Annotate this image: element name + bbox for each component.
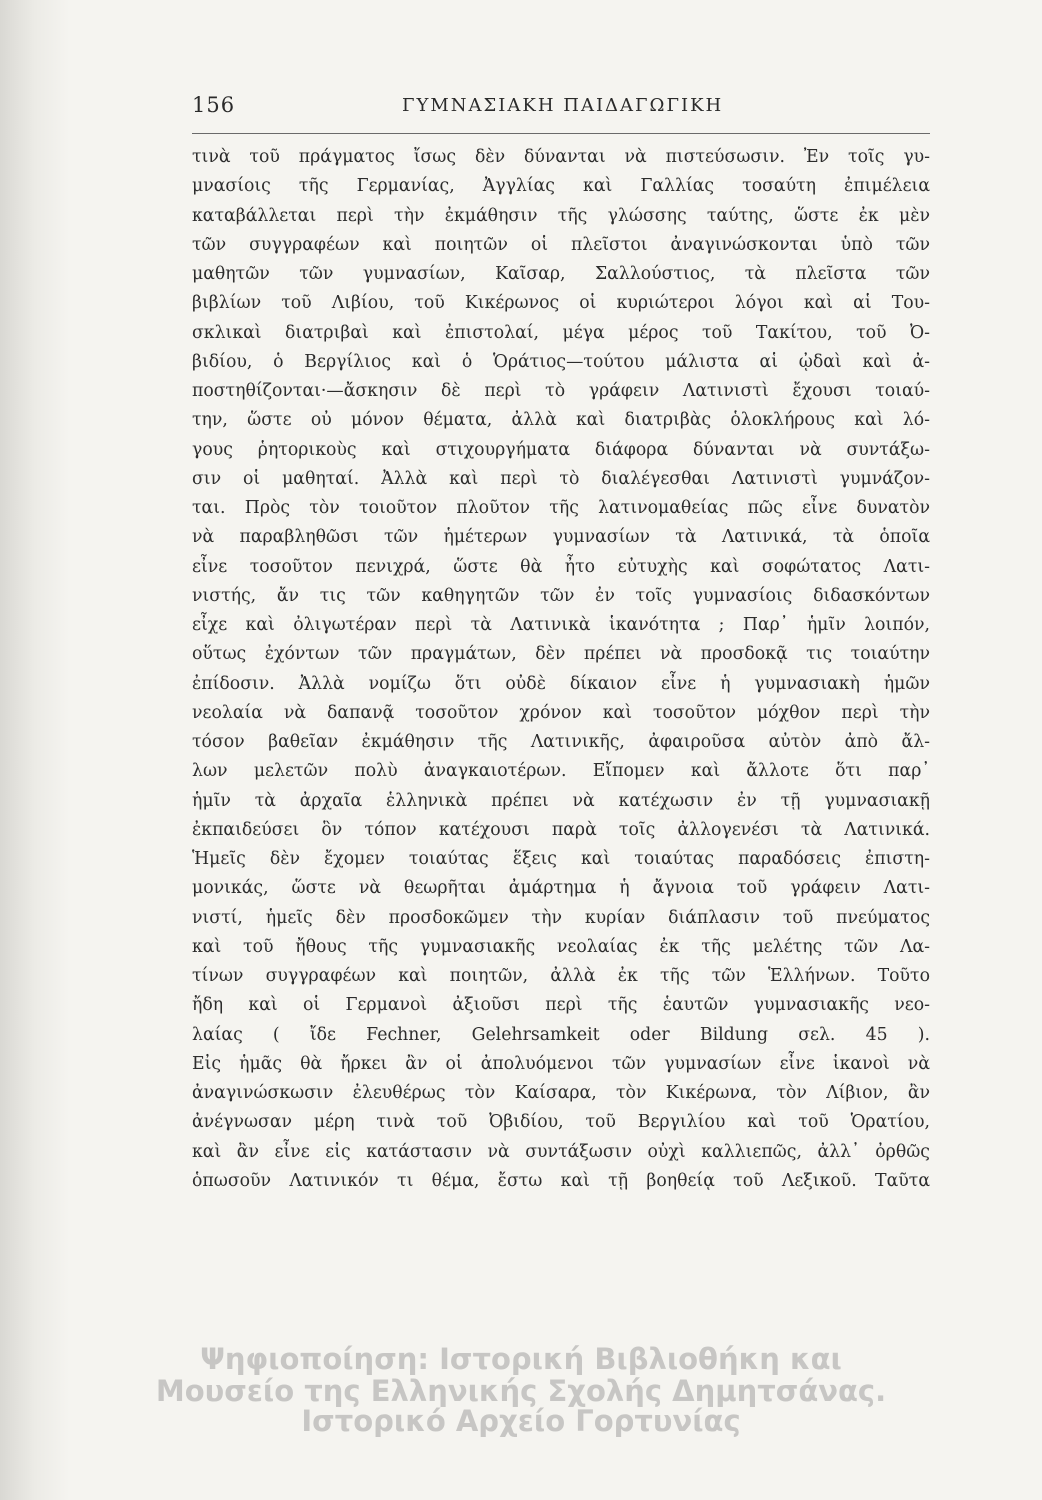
text-line: εἶνε τοσοῦτον πενιχρά, ὥστε θὰ ἦτο εὐτυχὴς καὶ σοφώτατος Λατι- xyxy=(192,556,930,577)
text-line: γους ῥητορικοὺς καὶ στιχουργήματα διάφορα δύνανται νὰ συντάξω- xyxy=(192,439,930,460)
text-line: Ἡμεῖς δὲν ἔχομεν τοιαύτας ἕξεις καὶ τοιαύτας παραδόσεις ἐπιστη- xyxy=(192,849,930,869)
watermark-line: Ψηφιοποίηση: Ιστορική Βιβλιοθήκη και xyxy=(200,1342,842,1376)
text-line: καὶ τοῦ ἤθους τῆς γυμνασιακῆς νεολαίας ἐκ τῆς μελέτης τῶν Λα- xyxy=(192,936,930,957)
text-line: τινὰ τοῦ πράγματος ἴσως δὲν δύνανται νὰ πιστεύσωσιν. Ἐν τοῖς γυ- xyxy=(192,147,930,167)
text-line: εἶχε καὶ ὀλιγωτέραν περὶ τὰ Λατινικὰ ἱκανότητα ; Παρ᾽ ἡμῖν λοιπόν, xyxy=(192,615,930,635)
text-line: ἐπίδοσιν. Ἀλλὰ νομίζω ὅτι οὐδὲ δίκαιον εἶνε ἡ γυμνασιακὴ ἡμῶν xyxy=(192,673,930,694)
text-line: τόσον βαθεῖαν ἐκμάθησιν τῆς Λατινικῆς, ἀφαιροῦσα αὐτὸν ἀπὸ ἄλ- xyxy=(192,732,930,752)
text-line: μονικάς, ὥστε νὰ θεωρῆται ἀμάρτημα ἡ ἄγνοια τοῦ γράφειν Λατι- xyxy=(192,878,930,899)
text-line: ποστηθίζονται·—ἄσκησιν δὲ περὶ τὸ γράφειν Λατινιστὶ ἔχουσι τοιαύ- xyxy=(192,381,930,401)
text-line: λαίας ( ἴδε Fechner, Gelehrsamkeit oder Bildung σελ. 45 ). xyxy=(192,1024,930,1045)
text-line: βιβλίων τοῦ Λιβίου, τοῦ Κικέρωνος οἱ κυριώτεροι λόγοι καὶ αἱ Του- xyxy=(192,293,930,314)
header-rule xyxy=(192,133,930,134)
text-line: τῶν συγγραφέων καὶ ποιητῶν οἱ πλεῖστοι ἀναγινώσκονται ὑπὸ τῶν xyxy=(192,234,930,255)
text-line: ὁπωσοῦν Λατινικόν τι θέμα, ἔστω καὶ τῇ βοηθείᾳ τοῦ Λεξικοῦ. Ταῦτα xyxy=(192,1170,930,1191)
text-line: λων μελετῶν πολὺ ἀναγκαιοτέρων. Εἴπομεν καὶ ἄλλοτε ὅτι παρ᾽ xyxy=(192,761,930,782)
watermark-line: Ιστορικό Αρχείο Γορτυνίας xyxy=(301,1404,741,1438)
text-line: μαθητῶν τῶν γυμνασίων, Καῖσαρ, Σαλλούστιος, τὰ πλεῖστα τῶν xyxy=(192,264,930,284)
text-line: καὶ ἂν εἶνε εἰς κατάστασιν νὰ συντάξωσιν οὐχὶ καλλιεπῶς, ἀλλ᾽ ὀρθῶς xyxy=(192,1141,930,1162)
page-number: 156 xyxy=(192,93,236,117)
text-line: νεολαία νὰ δαπανᾷ τοσοῦτον χρόνον καὶ τοσοῦτον μόχθον περὶ τὴν xyxy=(192,702,930,723)
text-line: ἤδη καὶ οἱ Γερμανοὶ ἀξιοῦσι περὶ τῆς ἑαυτῶν γυμνασιακῆς νεο- xyxy=(192,995,930,1016)
text-line: σιν οἱ μαθηταί. Ἀλλὰ καὶ περὶ τὸ διαλέγεσθαι Λατινιστὶ γυμνάζον- xyxy=(192,468,930,489)
body-text xyxy=(192,143,930,1196)
text-line: νιστί, ἡμεῖς δὲν προσδοκῶμεν τὴν κυρίαν διάπλασιν τοῦ πνεύματος xyxy=(192,907,930,928)
text-line: ται. Πρὸς τὸν τοιοῦτον πλοῦτον τῆς λατινομαθείας πῶς εἶνε δυνατὸν xyxy=(192,498,930,518)
text-line: ἡμῖν τὰ ἀρχαῖα ἑλληνικὰ πρέπει νὰ κατέχωσιν ἐν τῇ γυμνασιακῇ xyxy=(192,790,930,811)
text-line: ἀνέγνωσαν μέρη τινὰ τοῦ Ὀβιδίου, τοῦ Βεργιλίου καὶ τοῦ Ὁρατίου, xyxy=(192,1112,930,1133)
binding-shadow xyxy=(0,0,70,1500)
text-line: σκλικαὶ διατριβαὶ καὶ ἐπιστολαί, μέγα μέρος τοῦ Τακίτου, τοῦ Ὀ- xyxy=(192,322,930,343)
text-line: νιστής, ἄν τις τῶν καθηγητῶν τῶν ἐν τοῖς γυμνασίοις διδασκόντων xyxy=(192,585,930,606)
text-line: Εἰς ἡμᾶς θὰ ἤρκει ἂν οἱ ἀπολυόμενοι τῶν γυμνασίων εἶνε ἱκανοὶ νὰ xyxy=(192,1053,930,1074)
text-line: καταβάλλεται περὶ τὴν ἐκμάθησιν τῆς γλώσσης ταύτης, ὥστε ἐκ μὲν xyxy=(192,205,930,226)
text-line: την, ὥστε οὐ μόνον θέματα, ἀλλὰ καὶ διατριβὰς ὁλοκλήρους καὶ λό- xyxy=(192,410,930,431)
text-line: νὰ παραβληθῶσι τῶν ἡμέτερων γυμνασίων τὰ Λατινικά, τὰ ὁποῖα xyxy=(192,527,930,548)
running-head: ΓΥΜΝΑΣΙΑΚΗ ΠΑΙΔΑΓΩΓΙΚΗ xyxy=(402,95,724,116)
page-header xyxy=(192,93,930,133)
text-line: τίνων συγγραφέων καὶ ποιητῶν, ἀλλὰ ἐκ τῆς τῶν Ἑλλήνων. Τοῦτο xyxy=(192,966,930,986)
text-line: βιδίου, ὁ Βεργίλιος καὶ ὁ Ὁράτιος—τούτου μάλιστα αἱ ᾠδαὶ καὶ ἀ- xyxy=(192,351,930,372)
text-line: μνασίοις τῆς Γερμανίας, Ἀγγλίας καὶ Γαλλίας τοσαύτη ἐπιμέλεια xyxy=(192,176,930,197)
watermark-line: Μουσείο της Ελληνικής Σχολής Δημητσάνας. xyxy=(155,1374,887,1408)
text-line: οὕτως ἐχόντων τῶν πραγμάτων, δὲν πρέπει νὰ προσδοκᾷ τις τοιαύτην xyxy=(192,644,930,665)
text-line: ἐκπαιδεύσει ὃν τόπον κατέχουσι παρὰ τοῖς ἀλλογενέσι τὰ Λατινικά. xyxy=(192,819,930,840)
text-line: ἀναγινώσκωσιν ἐλευθέρως τὸν Καίσαρα, τὸν Κικέρωνα, τὸν Λίβιον, ἂν xyxy=(192,1083,930,1103)
